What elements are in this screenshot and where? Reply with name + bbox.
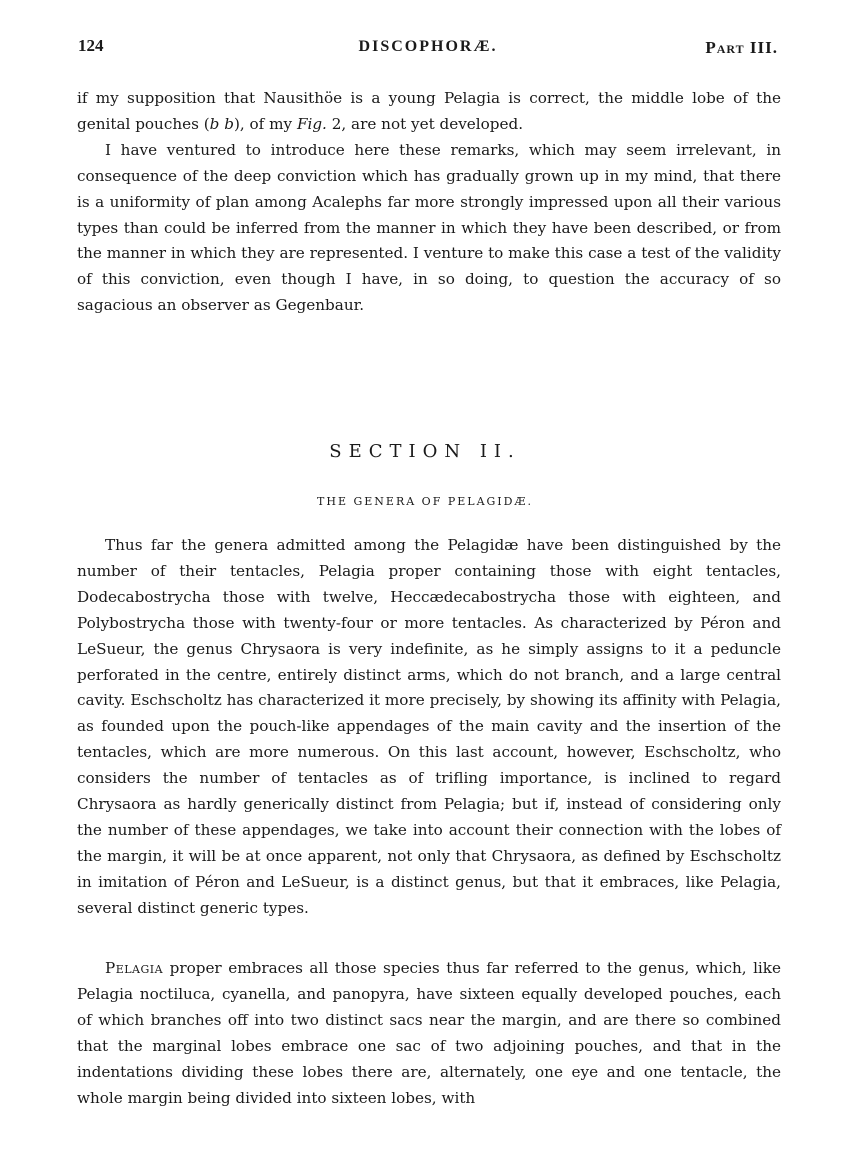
figure-reference: Fig. <box>296 114 327 133</box>
body-text-block-2 <box>77 956 781 1111</box>
paragraph-1 <box>77 86 781 138</box>
running-title: DISCOPHORÆ. <box>358 38 498 55</box>
page-number: 124 <box>78 36 104 55</box>
paragraph-1-text-start: if my supposition that Nausithöe is a young Pelagia is correct, the middle lobe of the genital pouches ( <box>77 89 781 133</box>
paragraph-4-text: proper embraces all those species thus far referred to the genus, which, like Pelagia noctiluca, cyanella, and panopyra, have sixteen equally developed pouches, each of which branches off into two distinct sacs near the margin, and are there so combined that the marginal lobes embrace one sac of two adjoining pouches, and that in the indentations dividing these lobes there are, alternately, one eye and one tentacle, the whole margin being divided into sixteen lobes, with <box>77 959 781 1107</box>
subsection-heading: THE GENERA OF PELAGIDÆ. <box>317 495 533 508</box>
section-heading: SECTION II. <box>329 441 521 462</box>
part-label: Part III. <box>705 38 778 57</box>
paragraph-1-text-end: 2, are not yet developed. <box>326 114 524 133</box>
paragraph-2: I have ventured to introduce here these remarks, which may seem irrelevant, in consequence of the deep conviction which has gradually grown up in my mind, that there is a uniformity of plan among Acalephs far more strongly impressed upon all their various types than could be inferred from the manner in which they have been described, or from the manner in which they are represented. I venture to make this case a test of the validity of this conviction, even though I have, in so doing, to question the accuracy of so sagacious an observer as Gegenbaur. <box>77 140 781 315</box>
genus-lead-word: Pelagia <box>105 959 164 977</box>
paragraph-4 <box>77 956 781 1111</box>
body-text-block <box>77 533 781 922</box>
paragraph-1-text-mid: ), of my <box>233 114 297 133</box>
figure-letters: b b <box>209 114 234 133</box>
paragraph-3: Thus far the genera admitted among the Pelagidæ have been distinguished by the number of their tentacles, Pelagia proper containing those with eight tentacles, Dodecabostrycha those with twelve, Heccædecabostrycha those with eighteen, and Polybostrycha those with twenty-four or more tentacles. As characterized by Péron and LeSueur, the genus Chrysaora is very indefinite, as he simply assigns to it a peduncle perforated in the centre, entirely distinct arms, which do not branch, and a large central cavity. Eschscholtz has characterized it more precisely, by showing its affinity with Pelagia, as founded upon the pouch-like appendages of the main cavity and the insertion of the tentacles, which are more numerous. On this last account, however, Eschscholtz, who considers the number of tentacles as of trifling importance, is inclined to regard Chrysaora as hardly generically distinct from Pelagia; but if, instead of considering only the number of these appendages, we take into account their connection with the lobes of the margin, it will be at once apparent, not only that Chrysaora, as defined by Eschscholtz in imitation of Péron and LeSueur, is a distinct genus, but that it embraces, like Pelagia, several distinct generic types. <box>77 536 781 917</box>
intro-text-block <box>77 86 781 319</box>
running-header <box>78 36 778 60</box>
